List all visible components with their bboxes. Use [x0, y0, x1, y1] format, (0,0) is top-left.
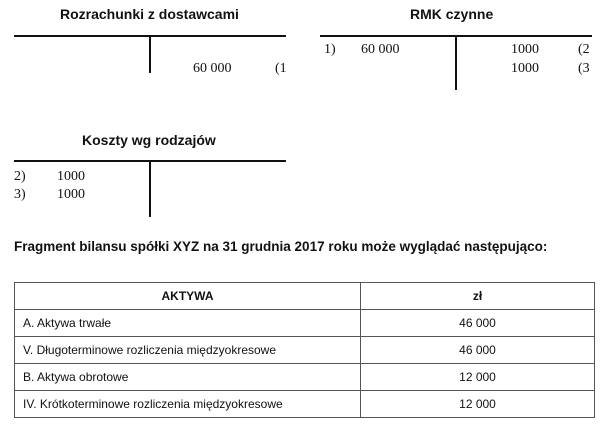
debit-amount: 1000 [57, 169, 85, 184]
bilans-heading: Fragment bilansu spółki XYZ na 31 grudnia 2017 roku może wyglądać następująco: [14, 239, 548, 254]
credit-amount: 1000 [511, 42, 539, 57]
t-account-title: Rozrachunki z dostawcami [60, 6, 239, 22]
debit-ref: 1) [324, 42, 336, 57]
header-aktywa: AKTYWA [15, 283, 361, 310]
t-account-title: Koszty wg rodzajów [82, 132, 216, 148]
t-account-divider [455, 36, 457, 90]
credit-ref: (3 [578, 61, 590, 76]
header-zl: zł [361, 283, 595, 310]
credit-ref: (2 [578, 42, 590, 57]
table-header-row [15, 283, 595, 310]
credit-ref: (1 [275, 61, 287, 76]
t-account-divider [149, 161, 151, 217]
credit-amount: 60 000 [193, 61, 232, 76]
row-label: IV. Krótkoterminowe rozliczenia międzyokresowe [15, 391, 361, 418]
row-label: A. Aktywa trwałe [15, 310, 361, 337]
row-label: B. Aktywa obrotowe [15, 364, 361, 391]
table-row [15, 310, 595, 337]
debit-ref: 2) [14, 169, 26, 184]
debit-amount: 1000 [57, 187, 85, 202]
row-value: 46 000 [361, 310, 595, 337]
row-value: 12 000 [361, 364, 595, 391]
row-label: V. Długoterminowe rozliczenia międzyokresowe [15, 337, 361, 364]
t-account-divider [149, 36, 151, 73]
row-value: 12 000 [361, 391, 595, 418]
table-row [15, 364, 595, 391]
row-value: 46 000 [361, 337, 595, 364]
debit-ref: 3) [14, 187, 26, 202]
credit-amount: 1000 [511, 61, 539, 76]
t-account-title: RMK czynne [410, 6, 494, 22]
table-row [15, 337, 595, 364]
bilans-table [14, 282, 595, 418]
table-row [15, 391, 595, 418]
debit-amount: 60 000 [361, 42, 400, 57]
